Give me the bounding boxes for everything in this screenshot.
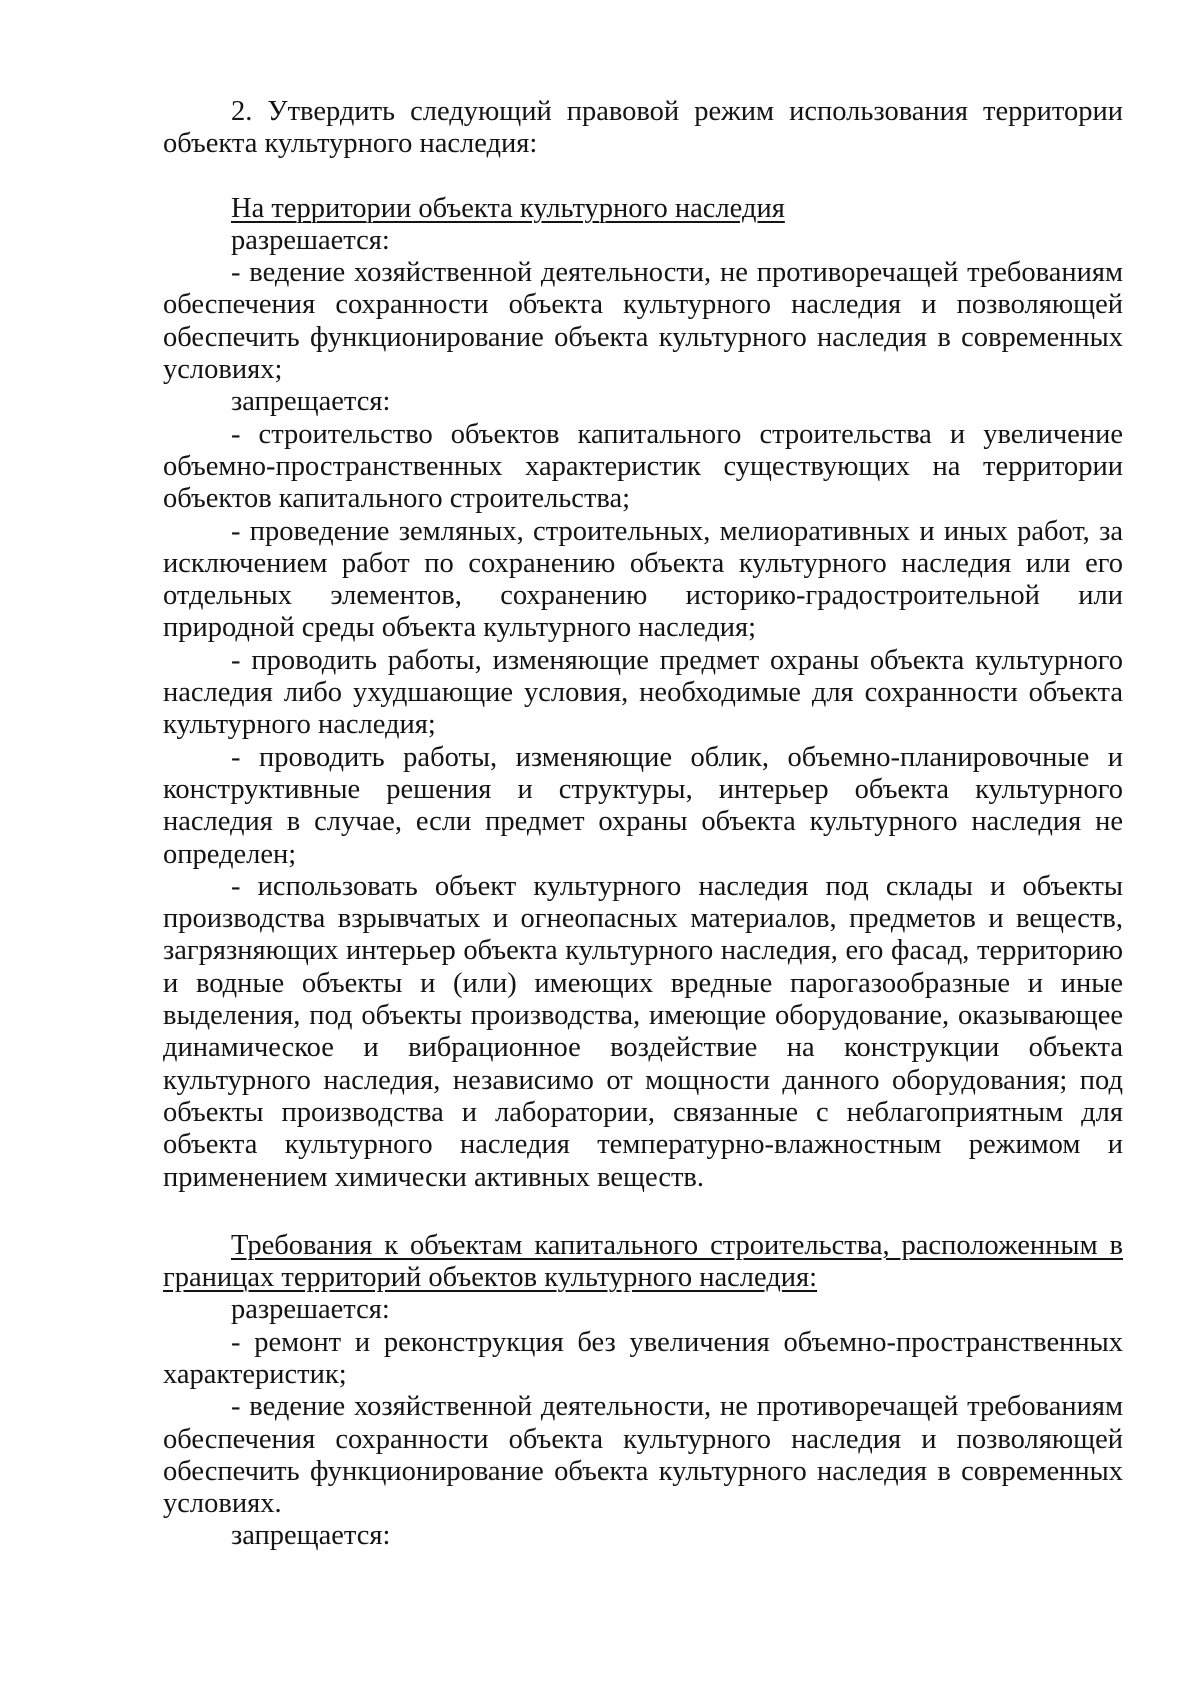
territory-prohibited-item: - проводить работы, изменяющие предмет охраны объекта культурного наследия либо ухудшающие условия, необходимые для сохранности объекта культурного наследия;: [163, 644, 1123, 741]
territory-section-heading: На территории объекта культурного наследия: [231, 192, 785, 224]
capital-section-heading: Требования к объектам капитального строительства, расположенным в границах территорий объектов культурного наследия:: [163, 1229, 1123, 1294]
capital-allowed-item: - ведение хозяйственной деятельности, не противоречащей требованиям обеспечения сохранности объекта культурного наследия и позволяющей обеспечить функционирование объекта культурного наследия в современных условиях.: [163, 1391, 1123, 1520]
territory-allowed-item: - ведение хозяйственной деятельности, не противоречащей требованиям обеспечения сохранности объекта культурного наследия и позволяющей обеспечить функционирование объекта культурного наследия в современных условиях;: [163, 257, 1123, 386]
clause-2-text: 2. Утвердить следующий правовой режим использования территории объекта культурного наследия:: [163, 96, 1123, 160]
territory-prohibited-item: - проводить работы, изменяющие облик, объемно-планировочные и конструктивные решения и структуры, интерьер объекта культурного наследия в случае, если предмет охраны объекта культурного наследия не определен;: [163, 741, 1123, 870]
territory-prohibited-item: - проведение земляных, строительных, мелиоративных и иных работ, за исключением работ по сохранению объекта культурного наследия или его отдельных элементов, сохранению историко-градостроительной или природной среды объекта культурного наследия;: [163, 515, 1123, 644]
document-page: [163, 96, 1123, 1553]
capital-allowed-item: - ремонт и реконструкция без увеличения объемно-пространственных характеристик;: [163, 1326, 1123, 1390]
territory-prohibited-label: запрещается:: [231, 386, 391, 418]
capital-prohibited-label: запрещается:: [231, 1520, 391, 1552]
capital-allowed-label: разрешается:: [231, 1294, 390, 1326]
territory-prohibited-item: - строительство объектов капитального строительства и увеличение объемно-пространственных характеристик существующих на территории объектов капитального строительства;: [163, 418, 1123, 515]
territory-prohibited-item: - использовать объект культурного наследия под склады и объекты производства взрывчатых и огнеопасных материалов, предметов и веществ, загрязняющих интерьер объекта культурного наследия, его фасад, территорию и водные объекты и (или) имеющих вредные парогазообразные и иные выделения, под объекты производства, имеющие оборудование, оказывающее динамическое и вибрационное воздействие на конструкции объекта культурного наследия, независимо от мощности данного оборудования; под объекты производства и лаборатории, связанные с неблагоприятным для объекта культурного наследия температурно-влажностным режимом и применением химически активных веществ.: [163, 870, 1123, 1193]
territory-allowed-label: разрешается:: [231, 224, 390, 256]
